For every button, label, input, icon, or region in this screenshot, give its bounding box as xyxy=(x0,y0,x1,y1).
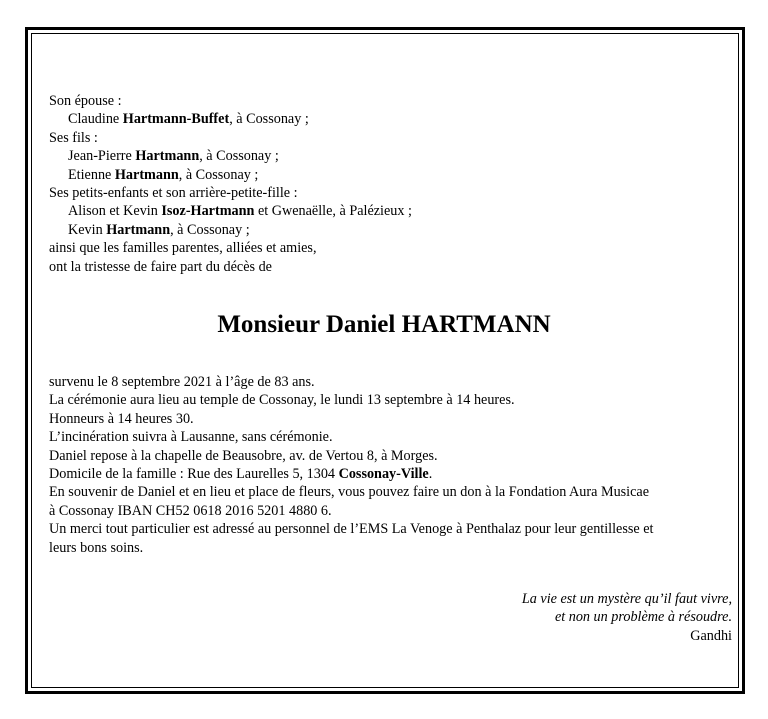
families-line: ainsi que les familles parentes, alliées et amies, xyxy=(49,240,317,257)
grandchildren-2 xyxy=(49,221,739,239)
son-1 xyxy=(49,147,739,165)
text: Kevin xyxy=(68,221,107,238)
detail-line: L’incinération suivra à Lausanne, sans cérémonie. xyxy=(49,429,333,446)
surname: Isoz-Hartmann xyxy=(161,203,255,220)
detail-line: La cérémonie aura lieu au temple de Cossonay, le lundi 13 septembre à 14 heures. xyxy=(49,392,515,409)
announcement-line: ont la tristesse de faire part du décès de xyxy=(49,258,272,275)
text: et Gwenaëlle, à Palézieux ; xyxy=(254,203,412,220)
locality: Cossonay-Ville xyxy=(338,466,429,483)
spouse-name xyxy=(49,110,739,128)
text: , à Cossonay ; xyxy=(229,111,309,128)
grandchildren-heading: Ses petits-enfants et son arrière-petite-fille : xyxy=(49,185,298,202)
sons-heading: Ses fils : xyxy=(49,129,98,146)
detail-line: leurs bons soins. xyxy=(49,539,144,556)
quote-block xyxy=(522,590,732,645)
text: Alison et Kevin xyxy=(68,203,162,220)
text: Domicile de la famille : Rue des Laurelles 5, 1304 xyxy=(49,466,339,483)
details-block xyxy=(49,373,739,557)
detail-line: à Cossonay IBAN CH52 0618 2016 5201 4880 6. xyxy=(49,502,332,519)
surname: Hartmann xyxy=(135,148,200,165)
domicile-line xyxy=(49,465,739,483)
text: , à Cossonay ; xyxy=(170,221,250,238)
text: Jean-Pierre xyxy=(68,148,136,165)
grandchildren-1 xyxy=(49,202,739,220)
detail-line: Daniel repose à la chapelle de Beausobre, av. de Vertou 8, à Morges. xyxy=(49,447,438,464)
detail-line: Un merci tout particulier est adressé au personnel de l’EMS La Venoge à Penthalaz pour leur gentillesse et xyxy=(49,521,654,538)
detail-line: En souvenir de Daniel et en lieu et place de fleurs, vous pouvez faire un don à la Fondation Aura Musicae xyxy=(49,484,650,501)
detail-line: survenu le 8 septembre 2021 à l’âge de 83 ans. xyxy=(49,374,315,390)
surname: Hartmann-Buffet xyxy=(122,111,230,128)
text: , à Cossonay ; xyxy=(199,148,279,165)
family-list xyxy=(49,92,739,276)
surname: Hartmann xyxy=(114,166,179,183)
text: , à Cossonay ; xyxy=(178,166,259,183)
surname: Hartmann xyxy=(106,221,171,238)
text: . xyxy=(428,466,433,483)
son-2 xyxy=(49,166,739,184)
deceased-name: Monsieur Daniel HARTMANN xyxy=(217,311,551,338)
text: Claudine xyxy=(68,111,123,128)
detail-line: Honneurs à 14 heures 30. xyxy=(49,410,194,427)
quote-line-1: La vie est un mystère qu’il faut vivre, xyxy=(521,591,732,607)
quote-author: Gandhi xyxy=(690,627,732,644)
text: Etienne xyxy=(68,166,115,183)
quote-line-2: et non un problème à résoudre. xyxy=(554,609,732,626)
spouse-heading: Son épouse : xyxy=(49,93,122,109)
